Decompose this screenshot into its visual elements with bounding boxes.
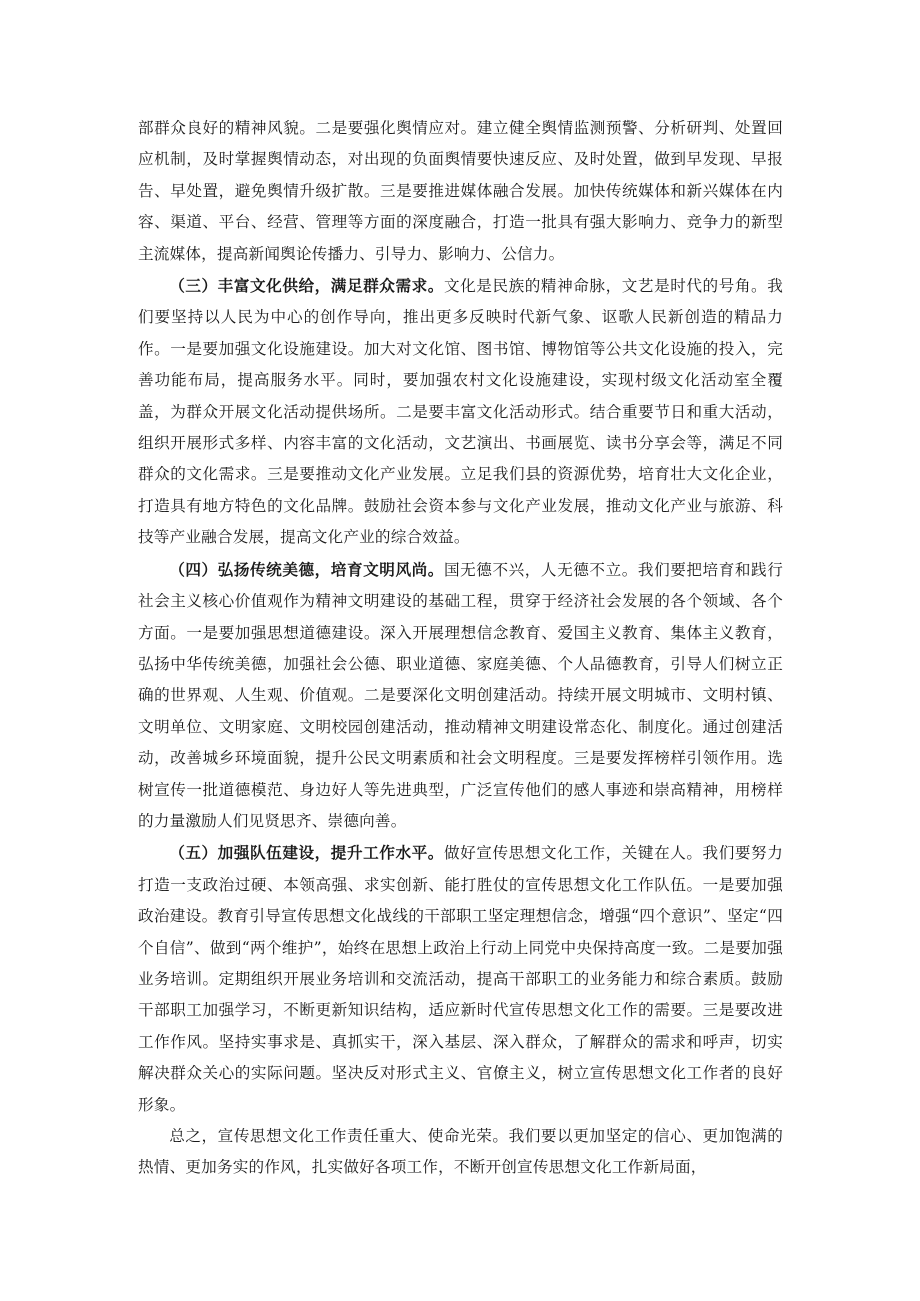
paragraph-text: 文化是民族的精神命脉，文艺是时代的号角。我们要坚持以人民为中心的创作导向，推出更多反映时代新气象、讴歌人民新创造的精品力作。一是要加强文化设施建设。加大对文化馆、图书馆、博物馆等公共文化设施的投入，完善功能布局，提高服务水平。同时，要加强农村文化设施建设，实现村级文化活动室全覆盖，为群众开展文化活动提供场所。二是要丰富文化活动形式。结合重要节日和重大活动，组织开展形式多样、内容丰富的文化活动，文艺演出、书画展览、读书分享会等，满足不同群众的文化需求。三是要推动文化产业发展。立足我们县的资源优势，培育壮大文化企业，打造具有地方特色的文化品牌。鼓励社会资本参与文化产业发展，推动文化产业与旅游、科技等产业融合发展，提高文化产业的综合效益。	[138, 277, 783, 547]
document-page	[138, 113, 783, 1184]
paragraph-text: 国无德不兴，人无德不立。我们要把培育和践行社会主义核心价值观作为精神文明建设的基础工程，贯穿于经济社会发展的各个领域、各个方面。一是要加强思想道德建设。深入开展理想信念教育、爱国主义教育、集体主义教育，弘扬中华传统美德，加强社会公德、职业道德、家庭美德、个人品德教育，引导人们树立正确的世界观、人生观、价值观。二是要深化文明创建活动。持续开展文明城市、文明村镇、文明单位、文明家庭、文明校园创建活动，推动精神文明建设常态化、制度化。通过创建活动，改善城乡环境面貌，提升公民文明素质和社会文明程度。三是要发挥榜样引领作用。选树宣传一批道德模范、身边好人等先进典型，广泛宣传他们的感人事迹和崇高精神，用榜样的力量激励人们见贤思齐、崇德向善。	[138, 560, 783, 830]
paragraph-team-building	[138, 837, 783, 1121]
paragraph-text: 部群众良好的精神风貌。二是要强化舆情应对。建立健全舆情监测预警、分析研判、处置回应机制，及时掌握舆情动态，对出现的负面舆情要快速反应、及时处置，做到早发现、早报告、早处置，避免舆情升级扩散。三是要推进媒体融合发展。加快传统媒体和新兴媒体在内容、渠道、平台、经营、管理等方面的深度融合，打造一批具有强大影响力、竞争力的新型主流媒体，提高新闻舆论传播力、引导力、影响力、公信力。	[138, 119, 783, 263]
paragraph-text: 总之，宣传思想文化工作责任重大、使命光荣。我们要以更加坚定的信心、更加饱满的热情、更加务实的作风，扎实做好各项工作，不断开创宣传思想文化工作新局面，	[138, 1127, 783, 1177]
paragraph-conclusion	[138, 1121, 783, 1184]
paragraph-continuation	[138, 113, 783, 270]
paragraph-culture-supply	[138, 270, 783, 554]
paragraph-text: 做好宣传思想文化工作，关键在人。我们要努力打造一支政治过硬、本领高强、求实创新、能打胜仗的宣传思想文化工作队伍。一是要加强政治建设。教育引导宣传思想文化战线的干部职工坚定理想信念，增强“四个意识”、坚定“四个自信”、做到“两个维护”，始终在思想上政治上行动上同党中央保持高度一致。二是要加强业务培训。定期组织开展业务培训和交流活动，提高干部职工的业务能力和综合素质。鼓励干部职工加强学习，不断更新知识结构，适应新时代宣传思想文化工作的需要。三是要改进工作作风。坚持实事求是、真抓实干，深入基层、深入群众，了解群众的需求和呼声，切实解决群众关心的实际问题。坚决反对形式主义、官僚主义，树立宣传思想文化工作者的良好形象。	[138, 844, 783, 1114]
section-heading: （五）加强队伍建设，提升工作水平。	[169, 843, 444, 863]
paragraph-traditional-virtues	[138, 554, 783, 838]
section-heading: （四）弘扬传统美德，培育文明风尚。	[169, 559, 444, 579]
section-heading: （三）丰富文化供给，满足群众需求。	[169, 276, 444, 296]
